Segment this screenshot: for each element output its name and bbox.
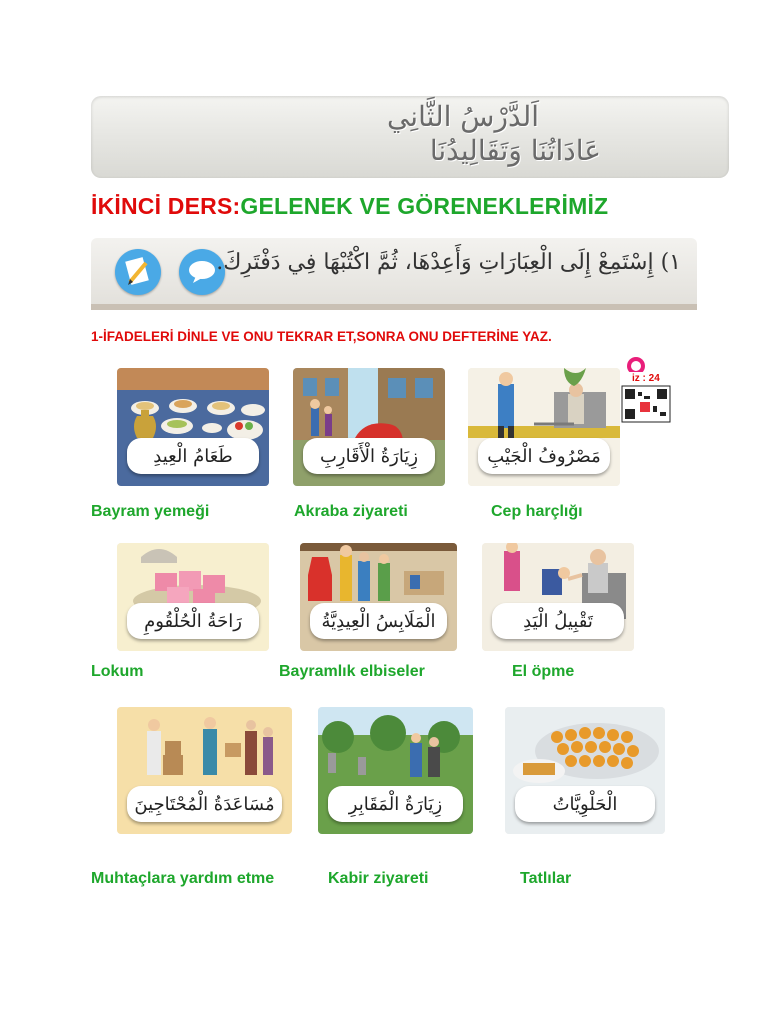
vocab-card-turkish-delight	[117, 543, 269, 651]
arabic-word-label: رَاحَةُ الْحُلْقُومِ	[127, 603, 259, 639]
arabic-word-label: الْحَلْوِيَّاتُ	[515, 786, 655, 822]
vocab-card-cemetery-visit	[318, 707, 473, 834]
arabic-word-label: الْمَلَابِسُ الْعِيدِيَّةُ	[310, 603, 447, 639]
pencil-paper-icon	[115, 249, 161, 295]
instruction-banner	[91, 238, 697, 310]
turkish-caption: Cep harçlığı	[491, 503, 583, 520]
vocab-card-holiday-clothes	[300, 543, 457, 651]
turkish-caption: Lokum	[91, 663, 144, 680]
vocab-card-pocket-money	[468, 368, 620, 486]
turkish-caption: Tatlılar	[520, 870, 572, 887]
arabic-word-label: مَصْرُوفُ الْجَيْبِ	[478, 438, 610, 474]
arabic-title-banner	[91, 96, 729, 178]
vocab-card-visiting-relatives	[293, 368, 445, 486]
turkish-caption: Bayramlık elbiseler	[279, 663, 425, 680]
turkish-caption: Bayram yemeği	[91, 503, 210, 520]
qr-code-badge[interactable]	[620, 356, 672, 424]
turkish-caption: Kabir ziyareti	[328, 870, 429, 887]
vocab-card-hand-kissing	[482, 543, 634, 651]
turkish-caption: El öpme	[512, 663, 575, 680]
turkish-caption: Muhtaçlara yardım etme	[91, 870, 275, 887]
arabic-word-label: طَعَامُ الْعِيدِ	[127, 438, 259, 474]
qr-badge-label: iz : 24	[632, 373, 660, 384]
vocab-card-helping-needy	[117, 707, 292, 834]
arabic-word-label: زِيَارَةُ الْمَقَابِرِ	[328, 786, 463, 822]
arabic-word-label: تَقْبِيلُ الْيَدِ	[492, 603, 624, 639]
lesson-topic: GELENEK VE GÖRENEKLERİMİZ	[240, 193, 609, 219]
arabic-word-label: مُسَاعَدَةُ الْمُحْتَاجِينَ	[127, 786, 282, 822]
lesson-heading	[91, 193, 608, 220]
arabic-lesson-title: اَلدَّرْسُ الثَّانِي	[386, 100, 539, 133]
arabic-lesson-subtitle: عَادَاتُنَا وَتَقَالِيدُنَا	[429, 134, 601, 167]
arabic-word-label: زِيَارَةُ الْأَقَارِبِ	[303, 438, 435, 474]
arabic-instruction: ١) إِسْتَمِعْ إِلَى الْعِبَارَاتِ وَأَعِدْهَا، ثُمَّ اكْتُبْهَا فِي دَفْتَرِكَ.	[216, 250, 681, 275]
vocab-card-festive-food	[117, 368, 269, 486]
vocab-card-sweets	[505, 707, 665, 834]
lesson-number: İKİNCİ DERS:	[91, 193, 241, 219]
turkish-caption: Akraba ziyareti	[294, 503, 408, 520]
turkish-instruction: 1-İFADELERİ DİNLE VE ONU TEKRAR ET,SONRA ONU DEFTERİNE YAZ.	[91, 329, 552, 344]
